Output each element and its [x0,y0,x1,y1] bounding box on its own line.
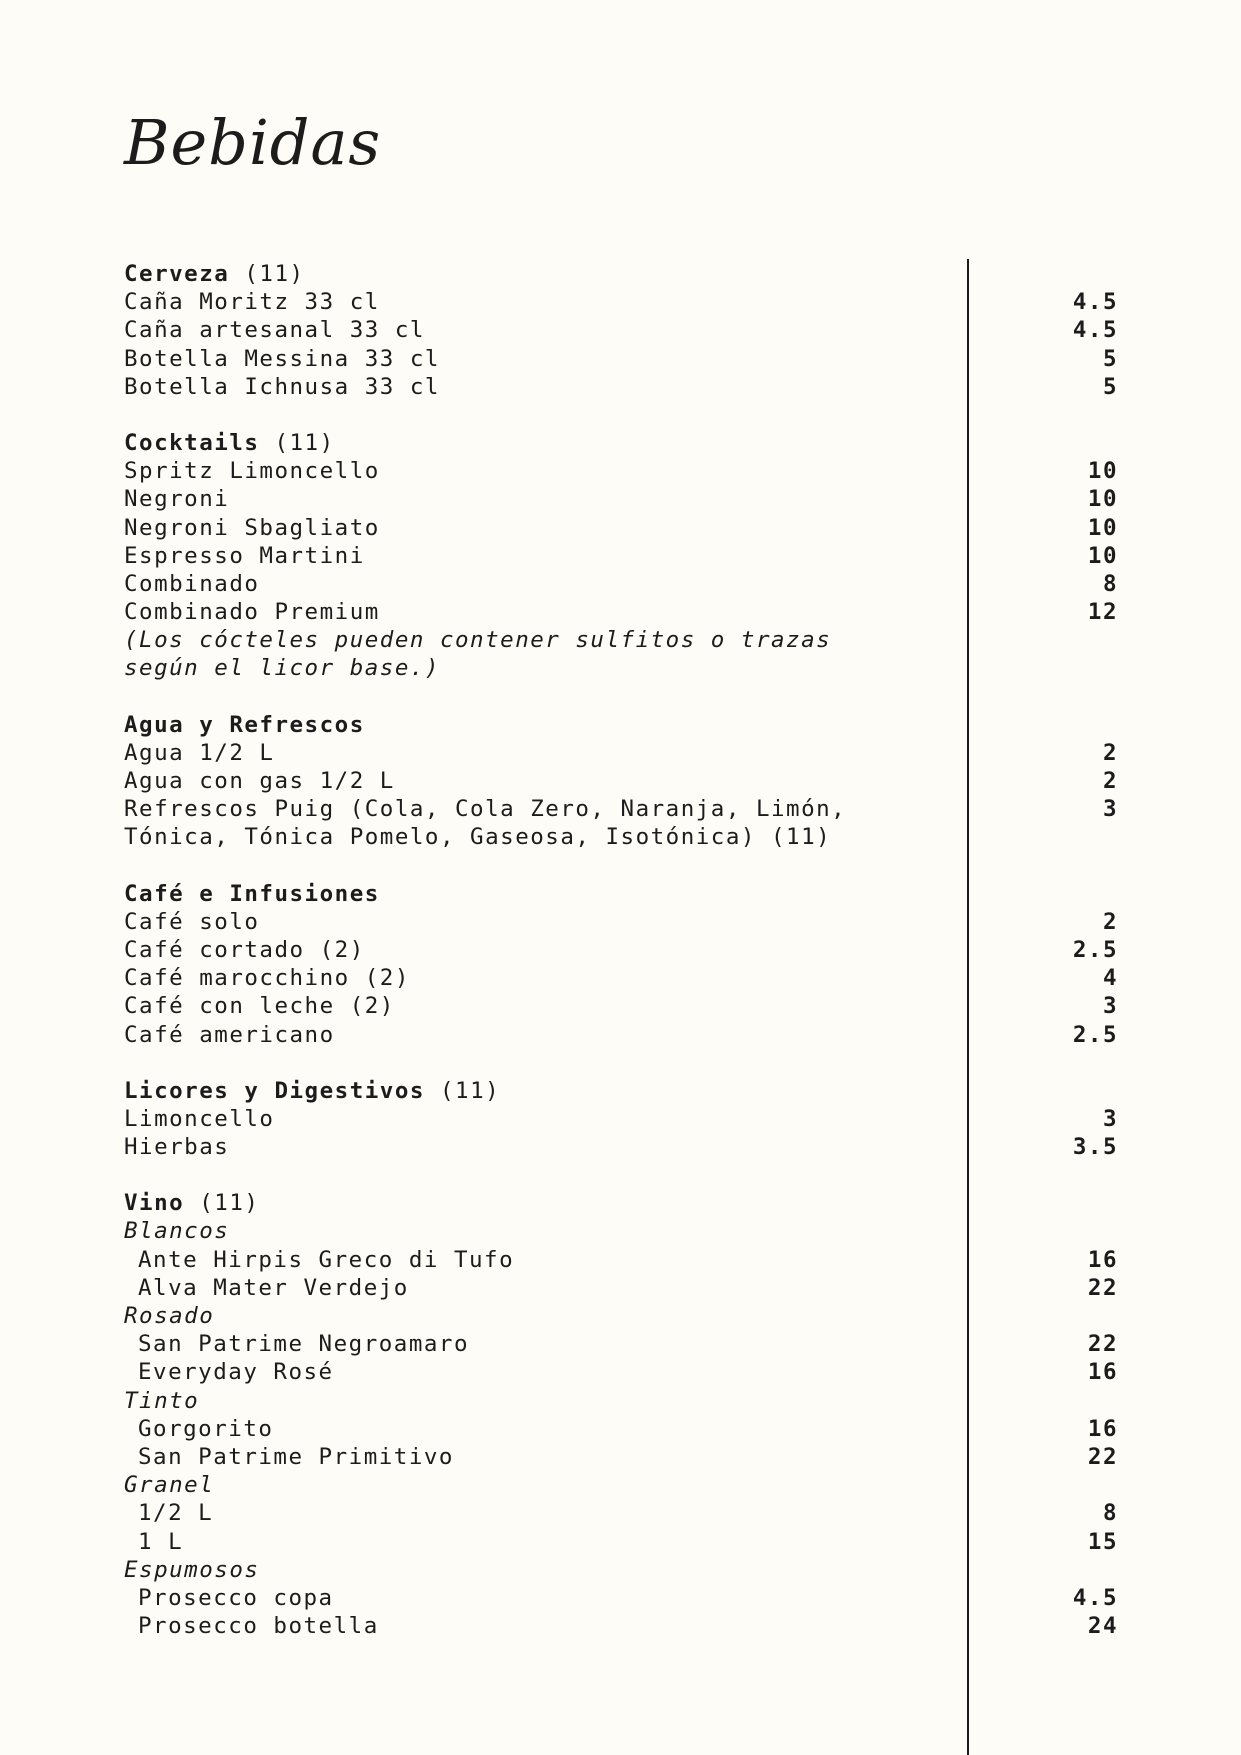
menu-item [124,288,1118,316]
item-name: Combinado Premium [124,599,380,626]
menu-item [124,1021,1118,1049]
item-price: 2.5 [1072,1021,1118,1048]
item-price: 4.5 [1072,1584,1118,1611]
section-cafe-infusiones [124,880,1118,1049]
wine-subcategory [124,1556,1118,1584]
item-price: 16 [1087,1415,1118,1442]
section-note: (11) [184,1190,260,1217]
subcategory-name: Rosado [124,1303,215,1330]
menu-item [124,542,1118,570]
item-price: 2 [1102,908,1118,935]
item-name: San Patrime Negroamaro [138,1331,470,1358]
menu-item [124,1584,1118,1612]
item-price: 24 [1087,1613,1118,1640]
item-name: Hierbas [124,1134,230,1161]
item-price: 15 [1087,1528,1118,1555]
menu-item [124,936,1118,964]
section-title: Agua y Refrescos [124,711,365,738]
item-name: Everyday Rosé [138,1359,334,1386]
item-price: 5 [1102,345,1118,372]
item-name: Negroni [124,486,230,513]
section-cerveza [124,260,1118,401]
item-price: 8 [1102,1500,1118,1527]
menu-item [124,316,1118,344]
wine-subcategory [124,1217,1118,1245]
item-name: Caña artesanal 33 cl [124,317,425,344]
item-name: Botella Ichnusa 33 cl [124,373,440,400]
menu-item [124,1443,1118,1471]
item-name: Café con leche (2) [124,993,395,1020]
item-price: 16 [1087,1359,1118,1386]
menu-item [124,767,1118,795]
menu-item [124,570,1118,598]
item-price: 2 [1102,739,1118,766]
item-price: 22 [1087,1331,1118,1358]
item-price: 10 [1087,486,1118,513]
section-vino [124,1189,1118,1640]
menu-item [124,1612,1118,1640]
menu-item [124,1274,1118,1302]
section-heading [124,711,1118,739]
item-price: 8 [1102,570,1118,597]
section-cocktails [124,429,1118,683]
item-name: Café americano [124,1021,335,1048]
item-price: 3 [1102,796,1118,823]
item-price: 2 [1102,768,1118,795]
item-price: 10 [1087,458,1118,485]
item-name: Alva Mater Verdejo [138,1274,409,1301]
section-footnote-row [124,626,1118,682]
section-title: Cerveza [124,261,230,287]
item-price: 4 [1102,965,1118,992]
item-price: 10 [1087,514,1118,541]
item-name: Prosecco botella [138,1613,379,1640]
subcategory-name: Espumosos [124,1556,260,1583]
menu-item [124,485,1118,513]
cocktails-footnote: (Los cócteles pueden contener sulfitos o trazas según el licor base.) [124,627,832,682]
item-name: Agua 1/2 L [124,739,275,766]
item-name: Caña Moritz 33 cl [124,289,380,316]
page-title: Bebidas [124,106,382,179]
section-heading [124,880,1118,908]
section-title: Licores y Digestivos [124,1077,425,1104]
section-heading [124,260,1118,288]
menu-item [124,908,1118,936]
wine-subcategory [124,1302,1118,1330]
menu-item [124,1415,1118,1443]
item-name: Gorgorito [138,1415,274,1442]
item-price: 5 [1102,373,1118,400]
item-price: 10 [1087,542,1118,569]
menu-item [124,992,1118,1020]
section-title: Café e Infusiones [124,880,380,907]
item-name: Refrescos Puig (Cola, Cola Zero, Naranja, Limón, Tónica, Tónica Pomelo, Gaseosa, Isotónica) (11) [124,796,847,851]
section-note: (11) [229,261,305,287]
wine-subcategory [124,1471,1118,1499]
item-price: 3 [1102,1105,1118,1132]
section-licores-digestivos [124,1077,1118,1162]
menu-item [124,964,1118,992]
item-name: San Patrime Primitivo [138,1443,454,1470]
section-heading [124,1189,1118,1217]
menu-item [124,1528,1118,1556]
section-agua-refrescos [124,711,1118,852]
item-name: Prosecco copa [138,1584,334,1611]
section-title: Cocktails [124,429,260,456]
item-price: 22 [1087,1443,1118,1470]
item-name: Combinado [124,570,260,597]
wine-subcategory [124,1387,1118,1415]
section-heading [124,429,1118,457]
item-name: Café solo [124,908,260,935]
menu-item [124,1246,1118,1274]
menu-item [124,1105,1118,1133]
menu-item [124,373,1118,401]
item-name: Negroni Sbagliato [124,514,380,541]
item-name: Ante Hirpis Greco di Tufo [138,1246,515,1273]
subcategory-name: Blancos [124,1218,230,1245]
item-price: 3.5 [1072,1134,1118,1161]
item-name: 1/2 L [138,1500,214,1527]
item-price: 16 [1087,1246,1118,1273]
item-name: Espresso Martini [124,542,365,569]
menu-item [124,739,1118,767]
section-title: Vino [124,1190,185,1217]
menu-item [124,795,1118,851]
drinks-menu [124,260,1118,1668]
item-name: Café cortado (2) [124,936,365,963]
section-note: (11) [259,429,335,456]
subcategory-name: Tinto [124,1387,200,1414]
item-name: Spritz Limoncello [124,458,380,485]
item-price: 4.5 [1072,317,1118,344]
menu-item [124,1499,1118,1527]
item-price: 22 [1087,1274,1118,1301]
menu-item [124,345,1118,373]
section-note: (11) [424,1077,501,1104]
subcategory-name: Granel [124,1472,215,1499]
menu-item [124,457,1118,485]
menu-item [124,1330,1118,1358]
item-price: 2.5 [1072,936,1118,963]
item-name: Agua con gas 1/2 L [124,768,395,795]
item-price: 12 [1087,599,1118,626]
item-price: 3 [1102,993,1118,1020]
item-name: Botella Messina 33 cl [124,345,440,372]
menu-item [124,598,1118,626]
menu-item [124,1133,1118,1161]
item-name: Café marocchino (2) [124,965,410,992]
item-price: 4.5 [1072,289,1118,316]
section-heading [124,1077,1118,1105]
menu-item [124,1358,1118,1386]
item-name: Limoncello [124,1105,275,1132]
item-name: 1 L [138,1528,184,1555]
menu-item [124,514,1118,542]
